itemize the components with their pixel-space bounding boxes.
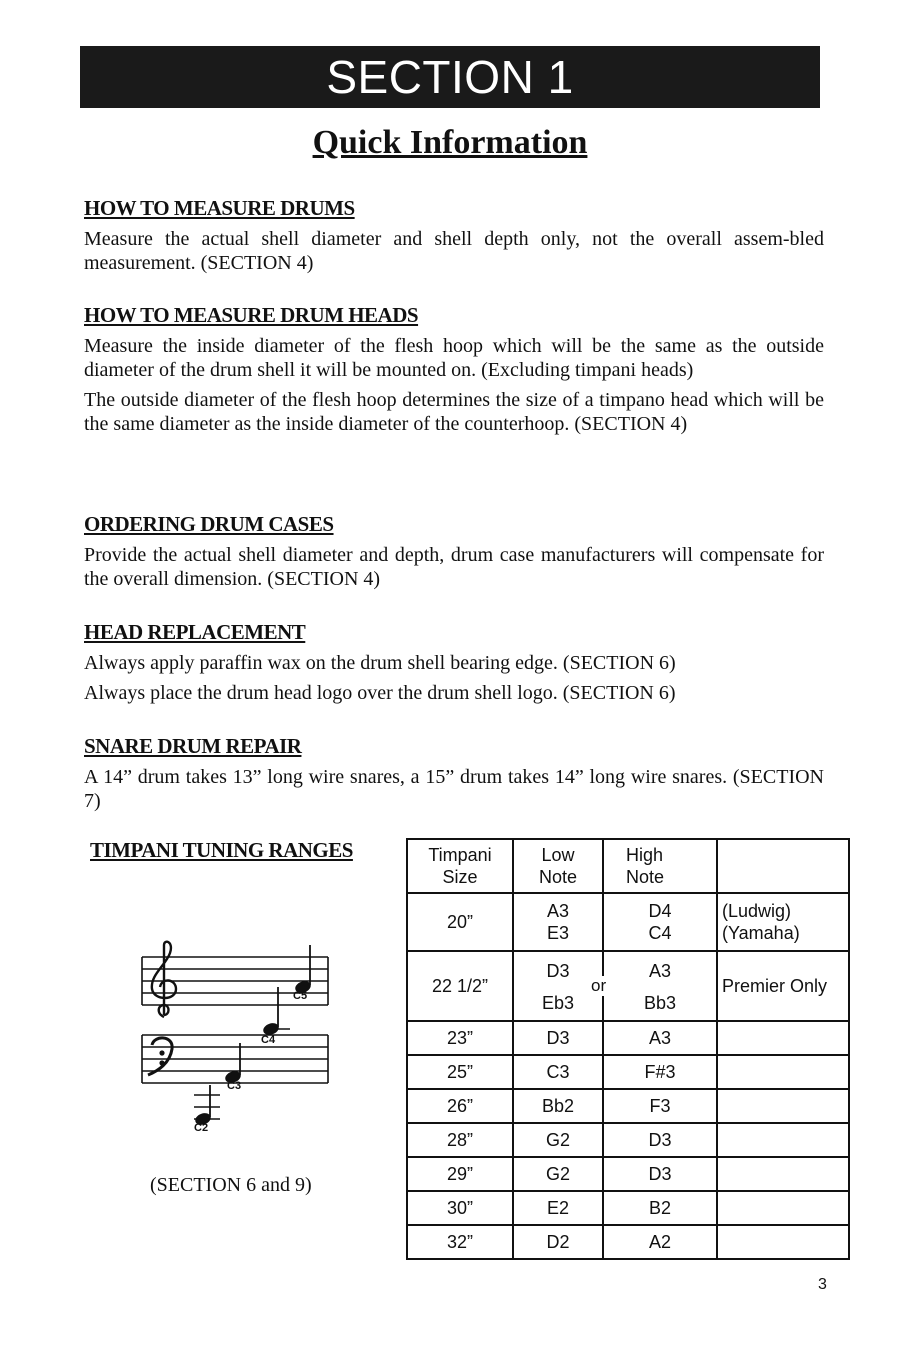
cell-size: 29” [407, 1157, 513, 1191]
cell-line: D4 [648, 901, 672, 921]
table-row [407, 1055, 849, 1089]
section-paragraph: Always apply paraffin wax on the drum shell bearing edge. (SECTION 6) [84, 652, 676, 674]
cell-line: A3 [546, 901, 570, 921]
cell-line: C4 [648, 923, 672, 943]
staff-label-c2: C2 [194, 1122, 209, 1134]
page-number: 3 [818, 1276, 827, 1293]
cell-note [717, 1123, 849, 1157]
music-staff-illustration [130, 935, 350, 1135]
cell-line: A3 [648, 961, 672, 981]
cell-high: A2 [603, 1225, 717, 1259]
cell-high [591, 951, 717, 1021]
cell-low: G2 [513, 1157, 603, 1191]
cell-high [603, 893, 717, 951]
table-row [407, 1123, 849, 1157]
section-heading: HOW TO MEASURE DRUMS [84, 196, 355, 220]
section-paragraph: Always place the drum head logo over the drum shell logo. (SECTION 6) [84, 682, 676, 704]
header-line: Size [442, 867, 478, 887]
cell-size: 28” [407, 1123, 513, 1157]
section-heading: HOW TO MEASURE DRUM HEADS [84, 303, 419, 327]
cell-note [717, 893, 849, 951]
table-row [407, 893, 849, 951]
cell-note [717, 1191, 849, 1225]
cell-low: C3 [513, 1055, 603, 1089]
section-measure-heads [84, 303, 824, 436]
section-paragraph: Measure the actual shell diameter and shell depth only, not the overall assem-bled measurement. (SECTION 4) [84, 228, 824, 274]
cell-size: 30” [407, 1191, 513, 1225]
cell-high: D3 [603, 1123, 717, 1157]
cell-size: 25” [407, 1055, 513, 1089]
cell-size: 32” [407, 1225, 513, 1259]
cell-line: Bb3 [643, 993, 677, 1013]
section-snare-repair [84, 734, 824, 813]
table-row [407, 951, 849, 1021]
cell-low: Bb2 [513, 1089, 603, 1123]
page-title: Quick Information [312, 124, 588, 161]
staff-label-c3: C3 [227, 1080, 242, 1092]
cell-note [717, 1055, 849, 1089]
cell-high: A3 [603, 1021, 717, 1055]
cell-line: (Yamaha) [722, 923, 800, 943]
cell-low: G2 [513, 1123, 603, 1157]
cell-low [513, 893, 603, 951]
staff-label-c4: C4 [261, 1034, 276, 1046]
cell-line: Eb3 [541, 993, 575, 1013]
cell-size: 23” [407, 1021, 513, 1055]
header-line: Note [626, 867, 665, 887]
section-heading: ORDERING DRUM CASES [84, 512, 334, 536]
table-header-row [407, 839, 849, 893]
section-drum-cases [84, 512, 824, 591]
cell-low: D2 [513, 1225, 603, 1259]
cell-size: 20” [407, 893, 513, 951]
section-banner [80, 46, 820, 108]
cell-note: Premier Only [717, 951, 849, 1021]
cell-line: E3 [546, 923, 570, 943]
section-paragraph: Measure the inside diameter of the flesh hoop which will be the same as the outside diameter of the drum shell it will be mounted on. (Excluding timpani heads) [84, 335, 824, 381]
column-header-high [603, 839, 717, 893]
header-line: Timpani [428, 845, 492, 865]
cell-high: F3 [603, 1089, 717, 1123]
or-label: or [591, 976, 607, 995]
column-header-size [407, 839, 513, 893]
cell-line: (Ludwig) [722, 901, 792, 921]
section-head-replacement [84, 620, 824, 705]
table-row [407, 1225, 849, 1259]
cell-high: B2 [603, 1191, 717, 1225]
cell-note [717, 1225, 849, 1259]
section-heading: HEAD REPLACEMENT [84, 620, 306, 644]
table-row [407, 1021, 849, 1055]
column-header-notes [717, 839, 849, 893]
table-row [407, 1157, 849, 1191]
cell-size: 22 1/2” [407, 951, 513, 1021]
cell-note [717, 1089, 849, 1123]
cell-line: D3 [546, 961, 570, 981]
cell-low: D3 [513, 1021, 603, 1055]
table-row [407, 1191, 849, 1225]
column-header-low [513, 839, 603, 893]
cell-low: E2 [513, 1191, 603, 1225]
header-line: Note [538, 867, 578, 887]
section-paragraph: A 14” drum takes 13” long wire snares, a 15” drum takes 14” long wire snares. (SECTION 7) [84, 766, 824, 812]
cell-high: F#3 [603, 1055, 717, 1089]
timpani-tuning-table [406, 838, 850, 1260]
header-line: High [626, 845, 664, 865]
cell-size: 26” [407, 1089, 513, 1123]
section-heading: SNARE DRUM REPAIR [84, 734, 302, 758]
section-paragraph: Provide the actual shell diameter and depth, drum case manufacturers will compensate for the overall dimension. (SECTION 4) [84, 544, 824, 590]
cell-note [717, 1157, 849, 1191]
staff-label-c5: C5 [293, 990, 308, 1002]
cell-note [717, 1021, 849, 1055]
section-banner-text: SECTION 1 [326, 51, 574, 103]
timpani-section-reference: (SECTION 6 and 9) [150, 1174, 312, 1196]
table-row [407, 1089, 849, 1123]
section-paragraph: The outside diameter of the flesh hoop determines the size of a timpano head which will be the same diameter as the inside diameter of the counterhoop. (SECTION 4) [84, 389, 824, 435]
section-measure-drums [84, 196, 824, 275]
header-line: Low [541, 845, 575, 865]
timpani-heading: TIMPANI TUNING RANGES [90, 838, 353, 862]
cell-high: D3 [603, 1157, 717, 1191]
